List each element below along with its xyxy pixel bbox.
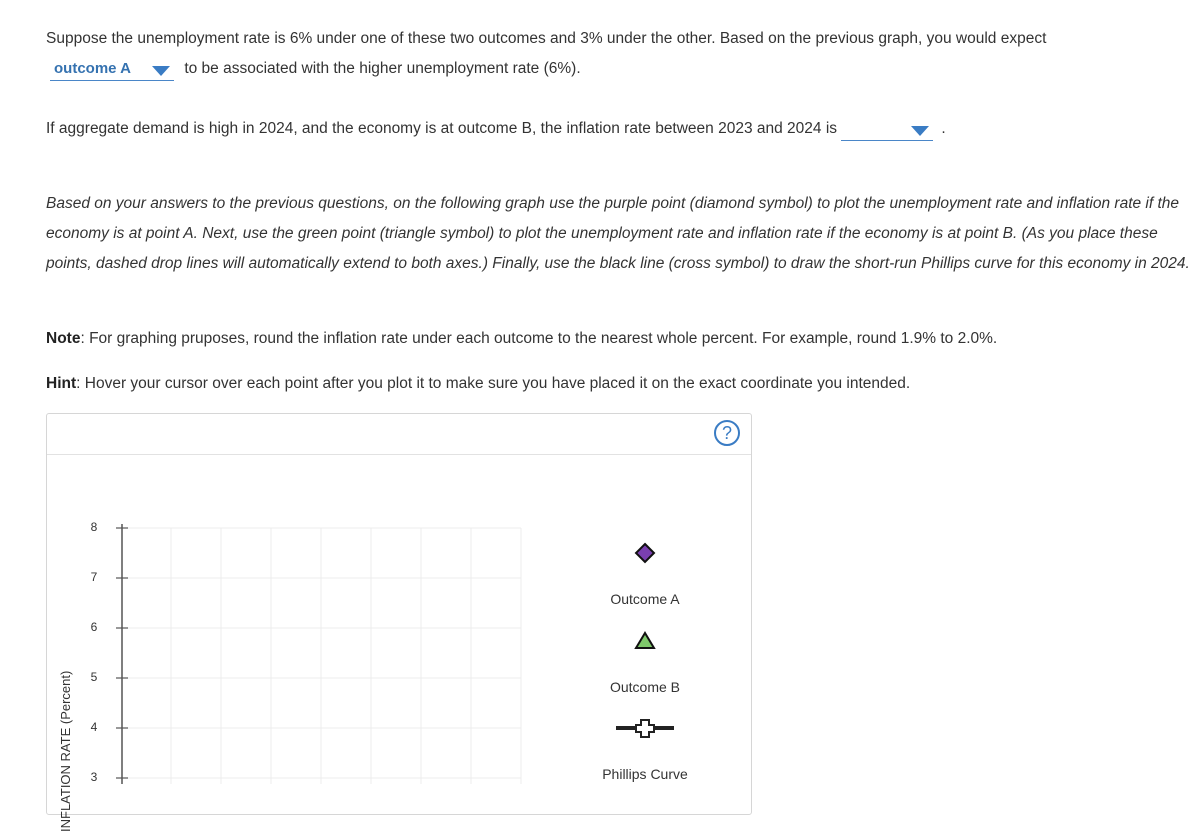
outcome-dropdown[interactable] [50, 58, 174, 81]
y-tick-label: 8 [90, 520, 98, 534]
inflation-dropdown-value [841, 120, 845, 137]
question-2-after: . [941, 120, 946, 137]
note-text: : For graphing pruposes, round the inflation rate under each outcome to the nearest whole percent. For example, round 1.9% to 2.0%. [80, 330, 998, 347]
outcome-b-tool[interactable] [634, 631, 656, 651]
help-button[interactable]: ? [714, 420, 740, 446]
cross-line-icon [636, 720, 654, 737]
question-2-before: If aggregate demand is high in 2024, and the economy is at outcome B, the inflation rate between 2023 and 2024 is [46, 120, 838, 137]
note-label: Note [46, 330, 81, 347]
note [46, 324, 1186, 354]
y-tick-label: 3 [90, 770, 98, 784]
hint [46, 369, 1186, 399]
hint-text: : Hover your cursor over each point after you plot it to make sure you have placed it on the exact coordinate you intended. [76, 375, 911, 392]
inflation-dropdown[interactable] [841, 118, 933, 141]
outcome-a-tool[interactable] [634, 542, 656, 564]
outcome-b-label: Outcome B [609, 679, 681, 695]
question-1-after: to be associated with the higher unemployment rate (6%). [184, 60, 581, 77]
chevron-down-icon [911, 126, 929, 136]
diamond-icon [636, 544, 654, 562]
phillips-curve-label: Phillips Curve [602, 766, 688, 782]
graph-plot-area[interactable] [110, 520, 530, 784]
y-tick-label: 4 [90, 720, 98, 734]
grid-lines [122, 528, 521, 784]
graph-panel-header [47, 414, 751, 455]
triangle-icon [636, 633, 654, 648]
question-1-before: Suppose the unemployment rate is 6% under one of these two outcomes and 3% under the other. Based on the previous graph, you would expect [46, 30, 1047, 47]
y-tick-label: 6 [90, 620, 98, 634]
question-1 [46, 24, 1186, 84]
question-2 [46, 114, 1186, 144]
y-axis-title: INFLATION RATE (Percent) [58, 670, 73, 832]
phillips-curve-tool[interactable] [614, 717, 676, 739]
hint-label: Hint [46, 375, 77, 392]
y-tick-label: 7 [90, 570, 98, 584]
outcome-a-label: Outcome A [610, 591, 680, 607]
y-tick-label: 5 [90, 670, 98, 684]
chevron-down-icon [152, 66, 170, 76]
outcome-dropdown-value: outcome A [54, 60, 131, 77]
instructions: Based on your answers to the previous questions, on the following graph use the purple point (diamond symbol) to plot the unemployment rate and inflation rate if the economy is at point A. Next, use the green point (triangle symbol) to plot the unemployment rate and inflation rate if the economy is at point B. (As you place these points, dashed drop lines will automatically extend to both axes.) Finally, use the black line (cross symbol) to draw the short-run Phillips curve for this economy in 2024. [46, 195, 1190, 272]
